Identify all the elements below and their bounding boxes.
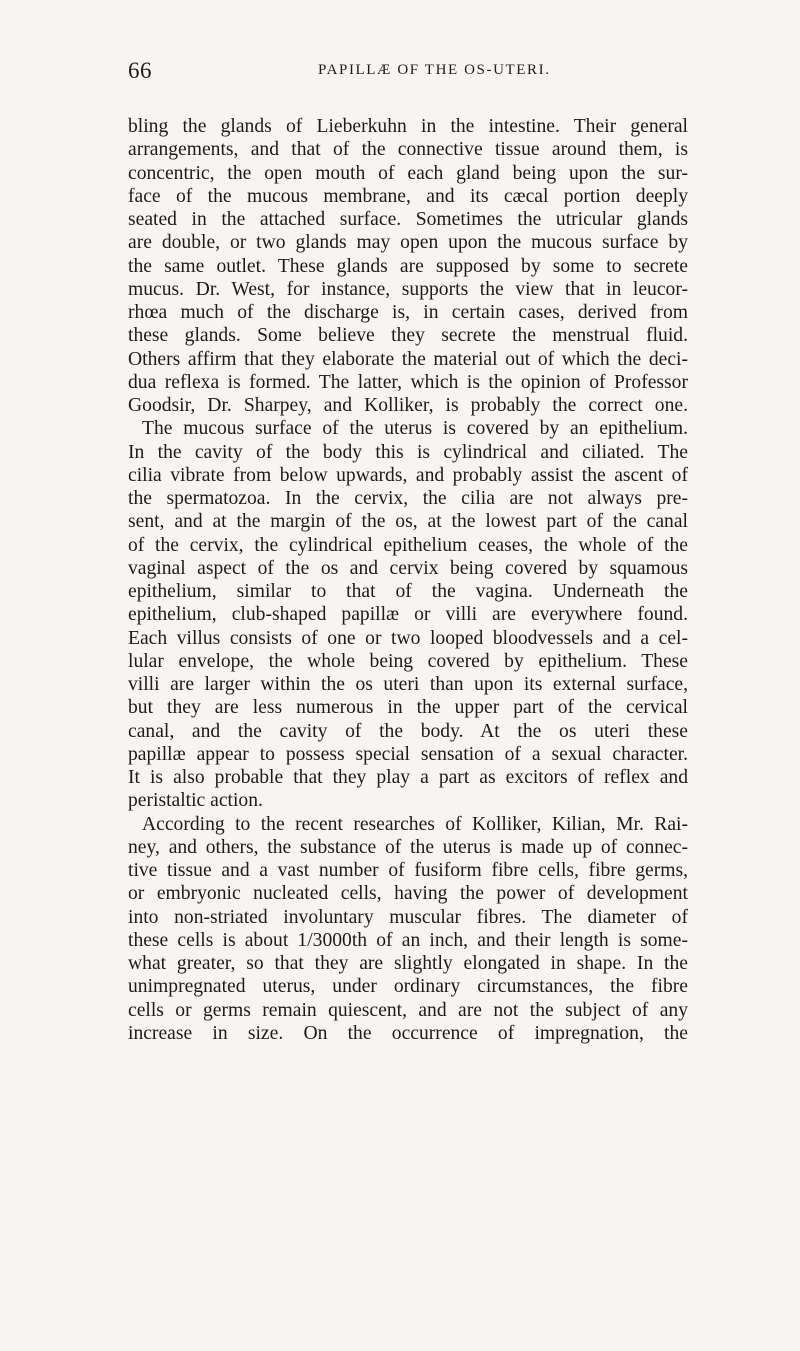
text-line: the same outlet. These glands are supposed by some to secrete <box>128 255 688 277</box>
text-line: face of the mucous membrane, and its cæcal portion deeply <box>128 185 688 207</box>
text-line: epithelium, club-shaped papillæ or villi are everywhere found. <box>128 604 688 626</box>
text-line: According to the recent researches of Kolliker, Kilian, Mr. Rai- <box>142 813 688 835</box>
text-line: tive tissue and a vast number of fusiform fibre cells, fibre germs, <box>128 860 688 881</box>
text-line: concentric, the open mouth of each gland being upon the sur- <box>128 162 688 184</box>
running-head <box>128 58 688 88</box>
text-line: It is also probable that they play a part as excitors of reflex and <box>128 767 688 788</box>
text-line: lular envelope, the whole being covered by epithelium. These <box>128 650 688 672</box>
text-line: these cells is about 1/3000th of an inch, and their length is some- <box>128 929 688 951</box>
text-line: cells or germs remain quiescent, and are not the subject of any <box>128 999 688 1021</box>
text-line: papillæ appear to possess special sensation of a sexual character. <box>128 743 688 765</box>
text-line: what greater, so that they are slightly elongated in shape. In the <box>128 953 688 974</box>
text-line: sent, and at the margin of the os, at the lowest part of the canal <box>128 511 688 533</box>
text-line: the spermatozoa. In the cervix, the cilia are not always pre- <box>128 488 688 509</box>
text-line: Others affirm that they elaborate the material out of which the deci- <box>128 348 688 370</box>
text-line: villi are larger within the os uteri than upon its external surface, <box>128 674 688 695</box>
text-line: Goodsir, Dr. Sharpey, and Kolliker, is probably the correct one. <box>128 395 688 416</box>
text-line: cilia vibrate from below upwards, and probably assist the ascent of <box>128 464 688 486</box>
text-line: of the cervix, the cylindrical epithelium ceases, the whole of the <box>128 534 688 556</box>
text-line: In the cavity of the body this is cylindrical and ciliated. The <box>128 441 688 463</box>
page-number: 66 <box>128 58 152 83</box>
text-line: into non-striated involuntary muscular fibres. The diameter of <box>128 906 688 928</box>
text-line: canal, and the cavity of the body. At the os uteri these <box>128 720 688 742</box>
text-line: or embryonic nucleated cells, having the power of development <box>128 883 688 905</box>
text-line: peristaltic action. <box>128 790 263 812</box>
text-line: seated in the attached surface. Sometimes the utricular glands <box>128 209 688 230</box>
text-line: epithelium, similar to that of the vagina. Underneath the <box>128 581 688 602</box>
text-line: but they are less numerous in the upper part of the cervical <box>128 697 688 719</box>
text-line: ney, and others, the substance of the uterus is made up of connec- <box>128 836 688 858</box>
text-line: are double, or two glands may open upon the mucous surface by <box>128 232 688 254</box>
text-line: Each villus consists of one or two looped bloodvessels and a cel- <box>128 627 688 649</box>
text-line: unimpregnated uterus, under ordinary circumstances, the fibre <box>128 976 688 998</box>
text-line: these glands. Some believe they secrete the menstrual fluid. <box>128 325 688 347</box>
text-line: dua reflexa is formed. The latter, which is the opinion of Professor <box>128 371 688 393</box>
text-line: mucus. Dr. West, for instance, supports the view that in leucor- <box>128 278 688 300</box>
text-line: vaginal aspect of the os and cervix being covered by squamous <box>128 557 688 579</box>
text-line: arrangements, and that of the connective tissue around them, is <box>128 139 688 161</box>
body-text <box>128 115 688 1045</box>
running-title: PAPILLÆ OF THE OS-UTERI. <box>318 62 551 78</box>
text-line: rhœa much of the discharge is, in certain cases, derived from <box>128 302 688 323</box>
text-line: increase in size. On the occurrence of impregnation, the <box>128 1022 688 1044</box>
text-line: bling the glands of Lieberkuhn in the intestine. Their general <box>128 116 688 137</box>
text-line: The mucous surface of the uterus is covered by an epithelium. <box>142 418 688 440</box>
